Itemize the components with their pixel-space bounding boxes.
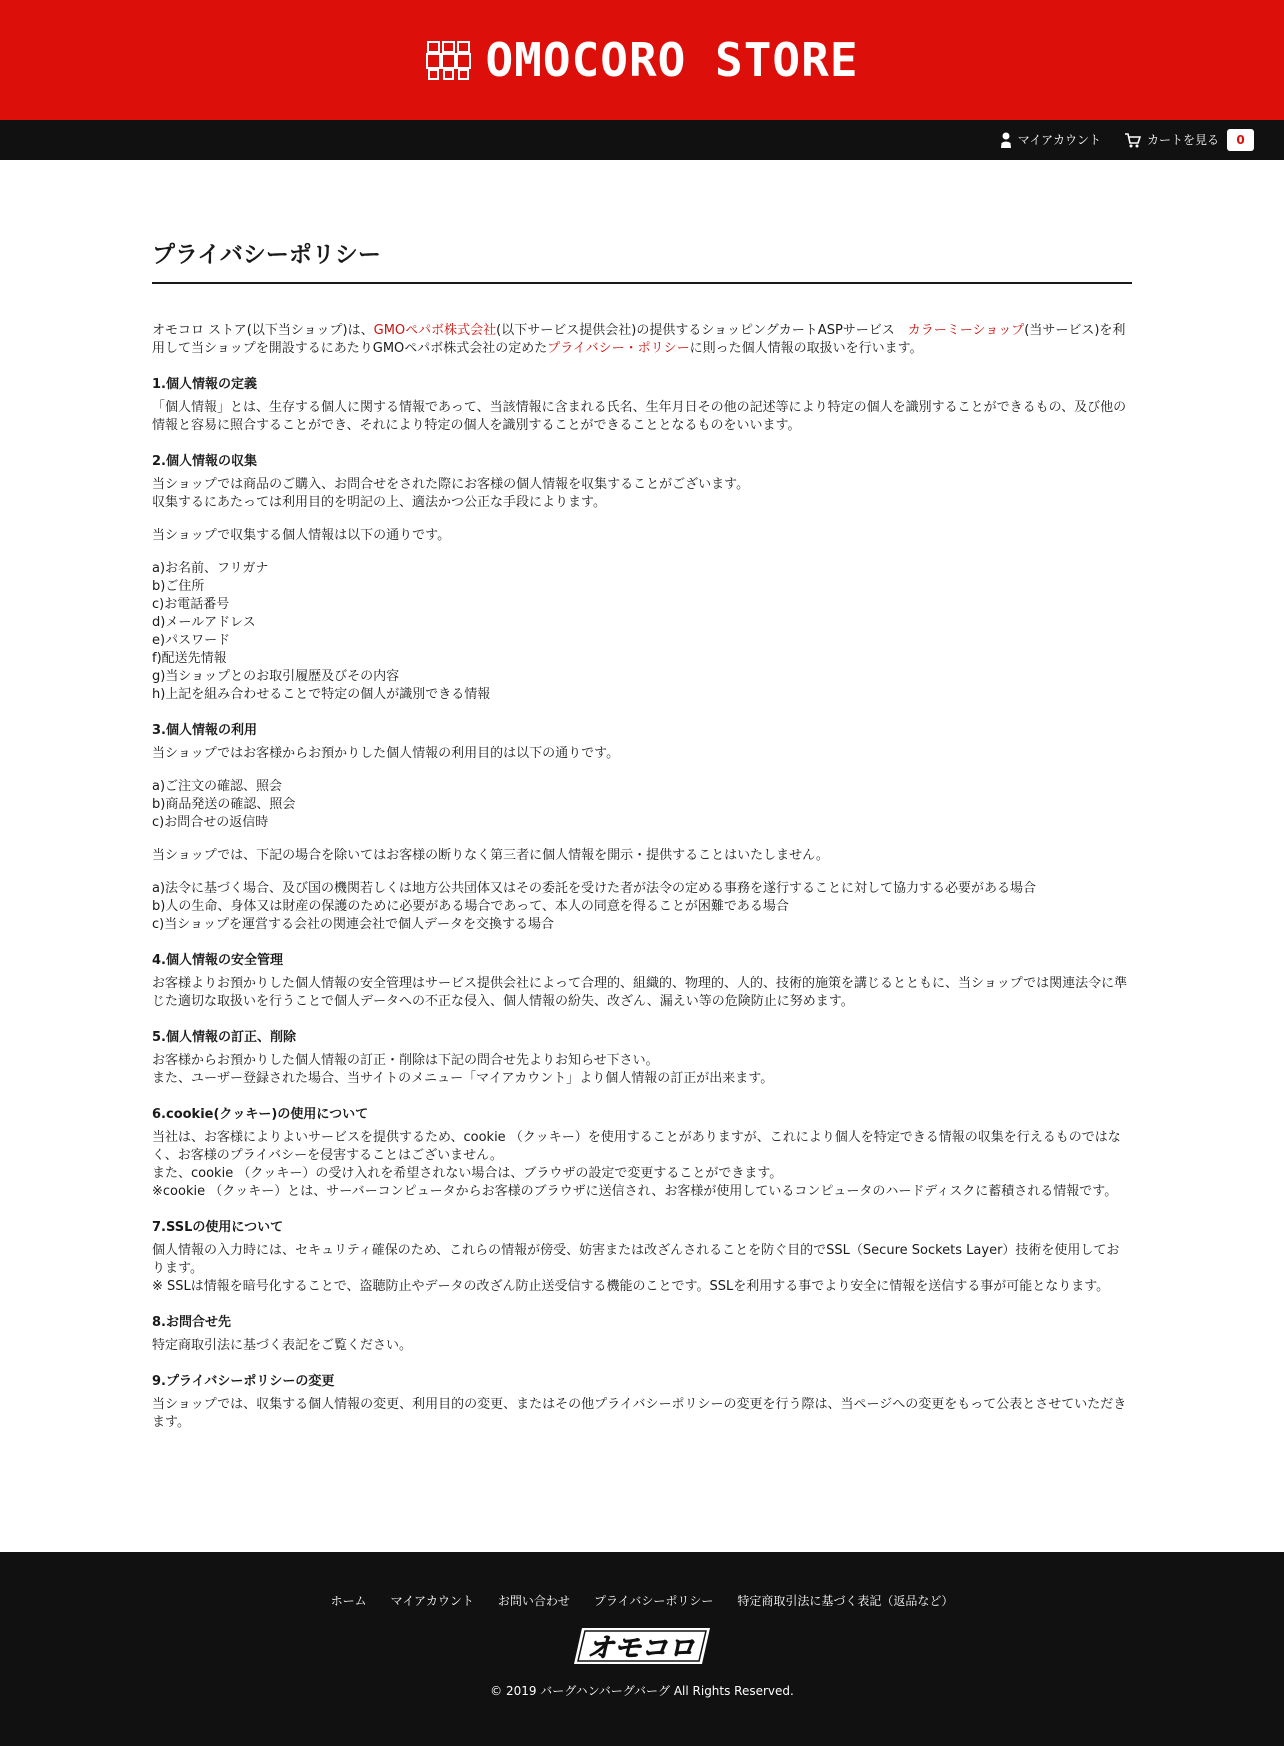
section-body: 当ショップで収集する個人情報は以下の通りです。: [152, 528, 451, 543]
intro-text: (当サービス)を利用して当ショップを開設するにあたりGMOペパボ株式会社の定めた: [152, 323, 1126, 356]
site-footer: [0, 1552, 1284, 1746]
list-item: d)メールアドレス: [152, 615, 256, 630]
footer-link-home[interactable]: ホーム: [330, 1594, 367, 1608]
privacy-policy-link[interactable]: プライバシー・ポリシー: [547, 341, 690, 356]
section-body: また、ユーザー登録された場合、当サイトのメニュー「マイアカウント」より個人情報の訂正が出来ます。: [152, 1071, 774, 1086]
section-heading: 8.お問合せ先: [152, 1315, 231, 1330]
omocoro-logo-text: オモコロ: [587, 1633, 695, 1664]
section-heading: 1.個人情報の定義: [152, 377, 257, 392]
footer-link-tokushoho[interactable]: 特定商取引法に基づく表記（返品など）: [737, 1594, 954, 1608]
section-heading: 5.個人情報の訂正、削除: [152, 1030, 296, 1045]
list-item: b)商品発送の確認、照会: [152, 797, 296, 812]
section-heading: 9.プライバシーポリシーの変更: [152, 1374, 335, 1389]
list-item: g)当ショップとのお取引履歴及びその内容: [152, 669, 400, 684]
list-item: c)当ショップを運営する会社の関連会社で個人データを交換する場合: [152, 917, 554, 932]
logo-figures-icon: [425, 39, 473, 81]
section-body: また、cookie （クッキー）の受け入れを希望されない場合は、ブラウザの設定で変更することができます。: [152, 1166, 783, 1181]
intro-text: に則った個人情報の取扱いを行います。: [689, 341, 923, 356]
my-account-link[interactable]: [1000, 131, 1101, 149]
section-body: 当社は、お客様によりよいサービスを提供するため、cookie （クッキー）を使用することがありますが、これにより個人を特定できる情報の収集を行えるものではなく、お客様のプライバシーを侵害することはございません。: [152, 1130, 1121, 1163]
list-item: a)法令に基づく場合、及び国の機関若しくは地方公共団体又はその委託を受けた者が法令の定める事務を遂行することに対して協力する必要がある場合: [152, 881, 1037, 896]
section-heading: 2.個人情報の収集: [152, 454, 257, 469]
section-body: お客様からお預かりした個人情報の訂正・削除は下記の問合せ先よりお知らせ下さい。: [152, 1053, 659, 1068]
list-item: b)人の生命、身体又は財産の保護のために必要がある場合であって、本人の同意を得ることが困難である場合: [152, 899, 789, 914]
user-icon: [1000, 132, 1012, 148]
list-item: a)ご注文の確認、照会: [152, 779, 283, 794]
gmo-pepabo-link[interactable]: GMOペパボ株式会社: [373, 323, 497, 338]
view-cart-link[interactable]: [1125, 129, 1254, 151]
intro-paragraph: [152, 322, 1132, 358]
section-body: 個人情報の入力時には、セキュリティ確保のため、これらの情報が傍受、妨害または改ざんされることを防ぐ目的でSSL（Secure Sockets Layer）技術を使用しております。: [152, 1243, 1120, 1276]
section-body: 当ショップでは、下記の場合を除いてはお客様の断りなく第三者に個人情報を開示・提供することはいたしません。: [152, 848, 829, 863]
list-item: h)上記を組み合わせることで特定の個人が識別できる情報: [152, 687, 491, 702]
section-heading: 7.SSLの使用について: [152, 1220, 284, 1235]
section-body: 特定商取引法に基づく表記をご覧ください。: [152, 1338, 413, 1353]
section-heading: 6.cookie(クッキー)の使用について: [152, 1107, 369, 1122]
view-cart-label: カートを見る: [1146, 133, 1219, 147]
cart-icon: [1125, 133, 1141, 148]
store-name: OMOCORO STORE: [485, 33, 859, 87]
section-body: 当ショップでは、収集する個人情報の変更、利用目的の変更、またはその他プライバシーポリシーの変更を行う際は、当ページへの変更をもって公表とさせていただきます。: [152, 1397, 1127, 1430]
omocoro-logo[interactable]: [572, 1625, 712, 1667]
intro-text: (以下サービス提供会社)の提供するショッピングカートASPサービス: [496, 323, 908, 338]
section-body: お客様よりお預かりした個人情報の安全管理はサービス提供会社によって合理的、組織的、物理的、人的、技術的施策を講じるとともに、当ショップでは関連法令に準じた適切な取扱いを行うことで個人データへの不正な侵入、個人情報の紛失、改ざん、漏えい等の危険防止に努めます。: [152, 976, 1128, 1009]
footer-link-privacy-policy[interactable]: プライバシーポリシー: [593, 1594, 714, 1608]
main-content: [152, 160, 1132, 1552]
copyright: © 2019 バーグハンバーグバーグ All Rights Reserved.: [490, 1684, 794, 1698]
intro-text: オモコロ ストア(以下当ショップ)は、: [152, 323, 374, 338]
section-body: ※cookie （クッキー）とは、サーバーコンピュータからお客様のブラウザに送信され、お客様が使用しているコンピュータのハードディスクに蓄積される情報です。: [152, 1184, 1118, 1199]
top-nav-bar: [0, 120, 1284, 160]
page-title: プライバシーポリシー: [152, 240, 1132, 284]
section-body: 収集するにあたっては利用目的を明記の上、適法かつ公正な手段によります。: [152, 495, 606, 510]
section-heading: 4.個人情報の安全管理: [152, 953, 283, 968]
list-item: a)お名前、フリガナ: [152, 561, 269, 576]
list-item: c)お電話番号: [152, 597, 230, 612]
list-item: c)お問合せの返信時: [152, 815, 269, 830]
colorme-shop-link[interactable]: カラーミーショップ: [907, 323, 1025, 338]
list-item: f)配送先情報: [152, 651, 227, 666]
footer-link-contact[interactable]: お問い合わせ: [497, 1594, 570, 1608]
list-item: b)ご住所: [152, 579, 205, 594]
section-body: ※ SSLは情報を暗号化することで、盗聴防止やデータの改ざん防止送受信する機能のことです。SSLを利用する事でより安全に情報を送信する事が可能となります。: [152, 1279, 1110, 1294]
footer-link-my-account[interactable]: マイアカウント: [390, 1594, 474, 1608]
section-heading: 3.個人情報の利用: [152, 723, 257, 738]
list-item: e)パスワード: [152, 633, 231, 648]
my-account-label: マイアカウント: [1017, 133, 1101, 147]
store-logo[interactable]: [425, 33, 859, 87]
section-body: 当ショップでは商品のご購入、お問合せをされた際にお客様の個人情報を収集することがございます。: [152, 477, 750, 492]
cart-count-badge: 0: [1227, 129, 1254, 151]
site-header: [0, 0, 1284, 120]
section-body: 当ショップではお客様からお預かりした個人情報の利用目的は以下の通りです。: [152, 746, 620, 761]
footer-nav: [331, 1593, 954, 1609]
section-body: 「個人情報」とは、生存する個人に関する情報であって、当該情報に含まれる氏名、生年月日その他の記述等により特定の個人を識別することができるもの、及び他の情報と容易に照合することができ、それにより特定の個人を識別することができることとなるものをいいます。: [152, 400, 1127, 433]
